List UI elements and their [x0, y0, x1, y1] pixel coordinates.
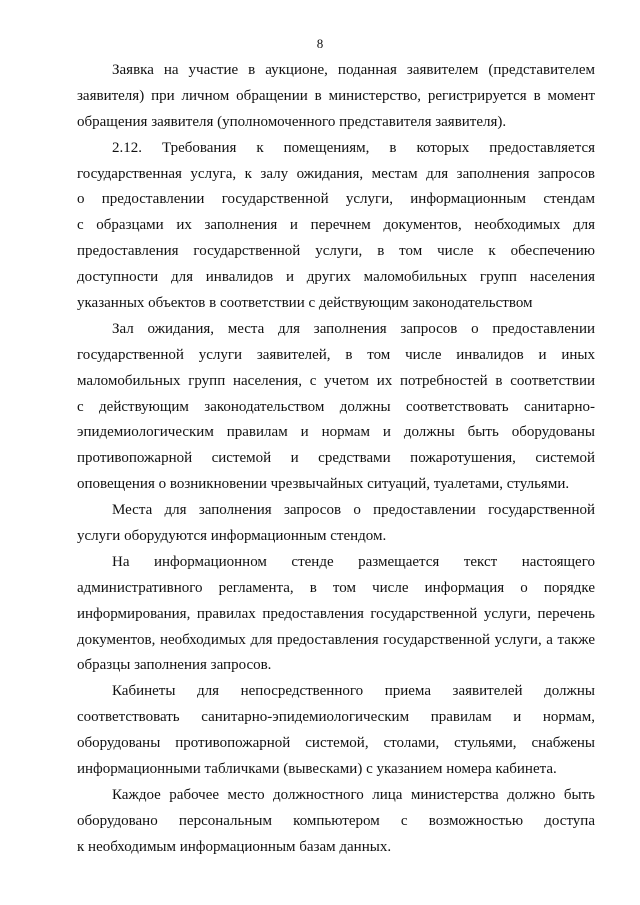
document-body [77, 58, 595, 861]
text-line: образцы заполнения запросов. [77, 657, 272, 674]
text-line: противопожарной системой и средствами пожаротушения, системой [77, 450, 595, 467]
paragraph [77, 317, 595, 498]
text-line: заявителя) при личном обращении в министерство, регистрируется в момент [77, 87, 595, 104]
text-line: 2.12. Требования к помещениям, в которых предоставляется [112, 139, 595, 156]
text-line: информирования, правилах предоставления государственной услуги, перечень [77, 605, 595, 622]
text-line: оборудовано персональным компьютером с возможностью доступа [77, 812, 595, 829]
text-line: информационными табличками (вывесками) с указанием номера кабинета. [77, 761, 557, 778]
text-line: документов, необходимых для предоставления государственной услуги, а также [77, 631, 595, 648]
text-line: оборудованы противопожарной системой, столами, стульями, снабжены [77, 735, 595, 752]
text-line: оповещения о возникновении чрезвычайных ситуаций, туалетами, стульями. [77, 476, 570, 493]
text-line: доступности для инвалидов и других маломобильных групп населения [77, 269, 595, 286]
text-line: к необходимым информационным базам данных. [77, 838, 392, 855]
paragraph [77, 58, 595, 136]
text-line: эпидемиологическим правилам и нормам и должны быть оборудованы [77, 424, 595, 441]
text-line: о предоставлении государственной услуги, информационным стендам [77, 191, 595, 208]
paragraph [77, 136, 595, 317]
text-line: обращения заявителя (уполномоченного представителя заявителя). [77, 113, 507, 130]
text-line: Заявка на участие в аукционе, поданная заявителем (представителем [112, 62, 595, 78]
text-line: Места для заполнения запросов о предоставлении государственной [112, 502, 595, 519]
text-line: На информационном стенде размещается текст настоящего [112, 553, 595, 570]
paragraph [77, 783, 595, 861]
paragraph [77, 498, 595, 550]
text-line: соответствовать санитарно-эпидемиологическим правилам и нормам, [77, 709, 595, 726]
paragraph [77, 679, 595, 783]
text-line: предоставления государственной услуги, в том числе к обеспечению [77, 243, 595, 260]
page-number: 8 [316, 36, 324, 51]
text-line: Зал ожидания, места для заполнения запросов о предоставлении [112, 320, 595, 337]
text-line: с образцами их заполнения и перечнем документов, необходимых для [77, 217, 595, 234]
text-line: государственной услуги заявителей, в том числе инвалидов и иных [77, 346, 595, 363]
text-line: с действующим законодательством должны соответствовать санитарно- [77, 398, 595, 415]
text-line: услуги оборудуются информационным стендом. [77, 528, 387, 545]
text-line: указанных объектов в соответствии с действующим законодательством [77, 295, 533, 312]
text-line: государственная услуга, к залу ожидания, местам для заполнения запросов [77, 165, 595, 182]
text-line: Кабинеты для непосредственного приема заявителей должны [112, 683, 595, 700]
text-line: маломобильных групп населения, с учетом их потребностей в соответствии [77, 372, 595, 389]
paragraph [77, 550, 595, 679]
text-line: Каждое рабочее место должностного лица министерства должно быть [112, 786, 595, 803]
text-line: административного регламента, в том числе информация о порядке [77, 579, 595, 596]
